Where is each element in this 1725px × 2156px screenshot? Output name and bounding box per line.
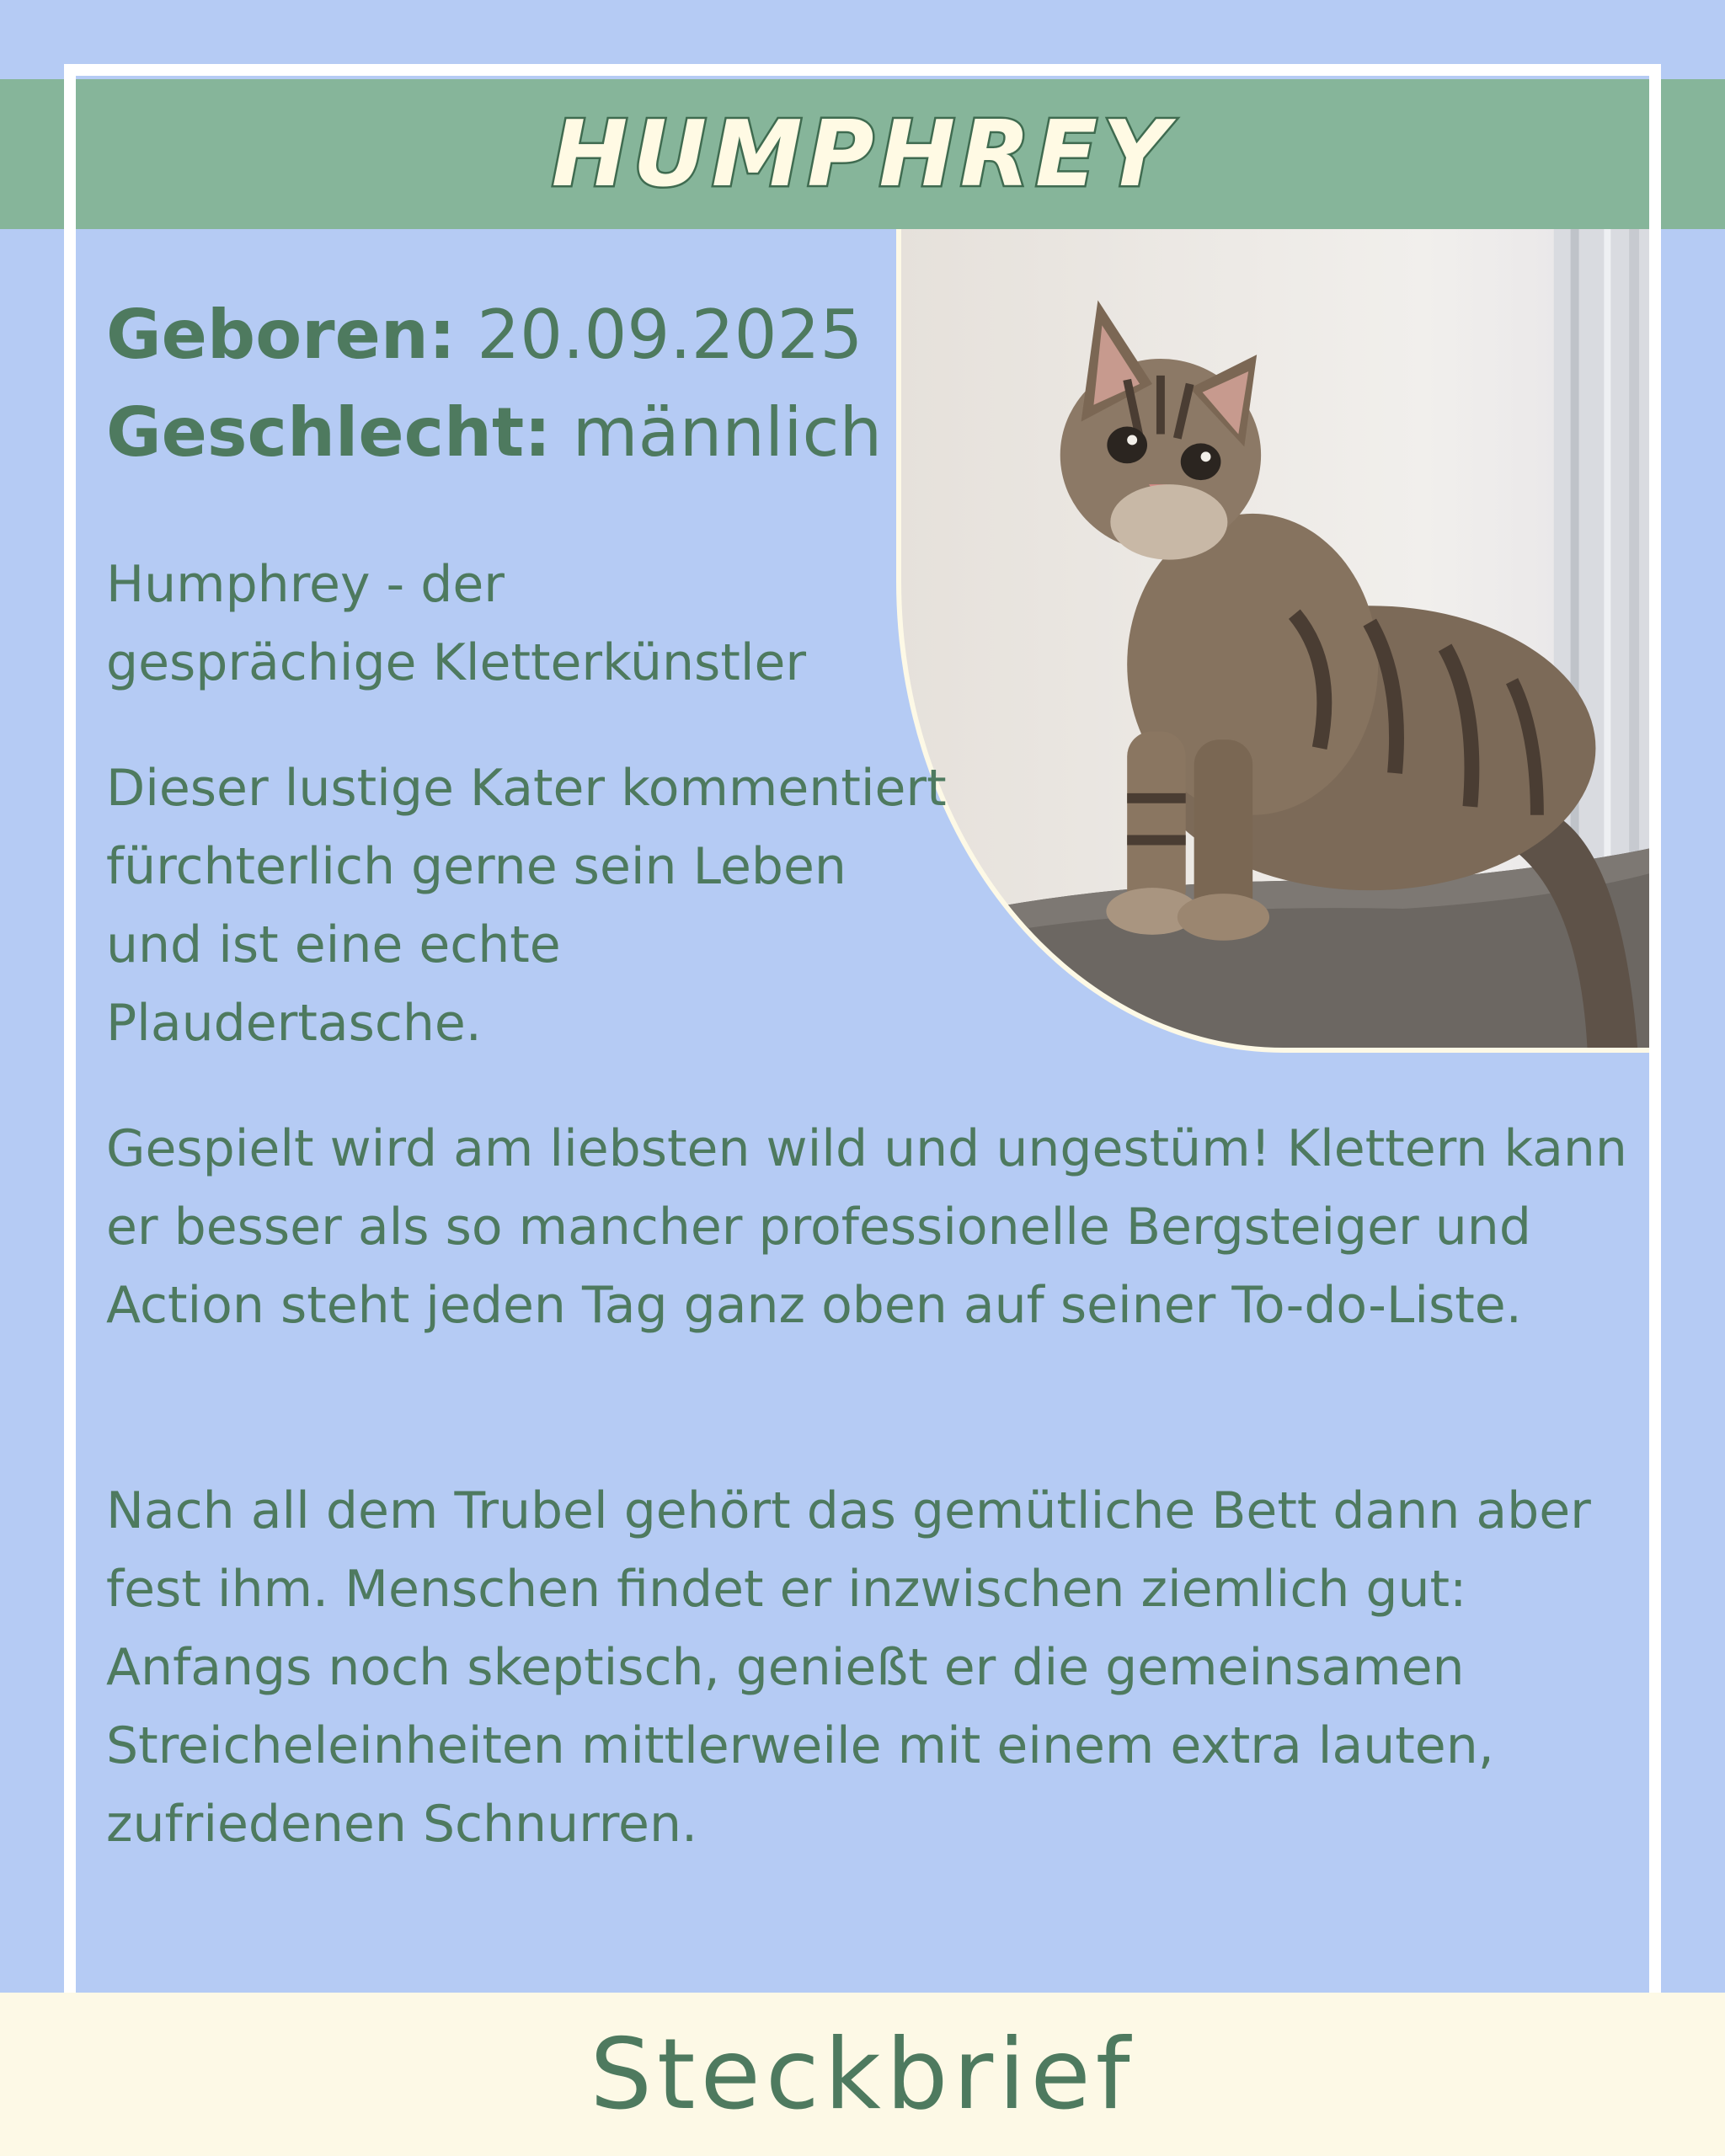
paragraph-1: Dieser lustige Kater kommentiert fürchterlich gerne sein Leben und ist eine echte Plaudertasche. <box>106 759 947 1053</box>
born-row <box>106 286 882 384</box>
born-label: Geboren: <box>106 296 456 374</box>
kitten-photo <box>896 229 1649 1053</box>
tagline-line-2: gesprächige Kletterkünstler <box>106 633 807 692</box>
facts-block <box>106 286 882 482</box>
cat-name-title: HUMPHREY <box>551 101 1174 207</box>
sex-row <box>106 384 882 482</box>
sex-label: Geschlecht: <box>106 393 552 472</box>
tagline <box>106 546 906 702</box>
kitten-illustration <box>901 229 1649 1048</box>
paragraph-2: Gespielt wird am liebsten wild und ungestüm! Klettern kann er besser als so mancher professionelle Bergsteiger und Action steht jeden Tag ganz oben auf seiner To-do-Liste. <box>106 1119 1627 1335</box>
paragraph-3: Nach all dem Trubel gehört das gemütliche Bett dann aber fest ihm. Menschen findet er inzwischen ziemlich gut: Anfangs noch skeptisch, genießt er die gemeinsamen Streicheleinheiten mittlerweile mit einem extra lauten, zufriedenen Schnurren. <box>106 1481 1591 1854</box>
footer-label: Steckbrief <box>590 2017 1135 2132</box>
tagline-line-1: Humphrey - der <box>106 555 505 614</box>
sex-value: männlich <box>572 393 883 472</box>
born-value: 20.09.2025 <box>477 296 863 374</box>
footer-band <box>0 1993 1725 2156</box>
